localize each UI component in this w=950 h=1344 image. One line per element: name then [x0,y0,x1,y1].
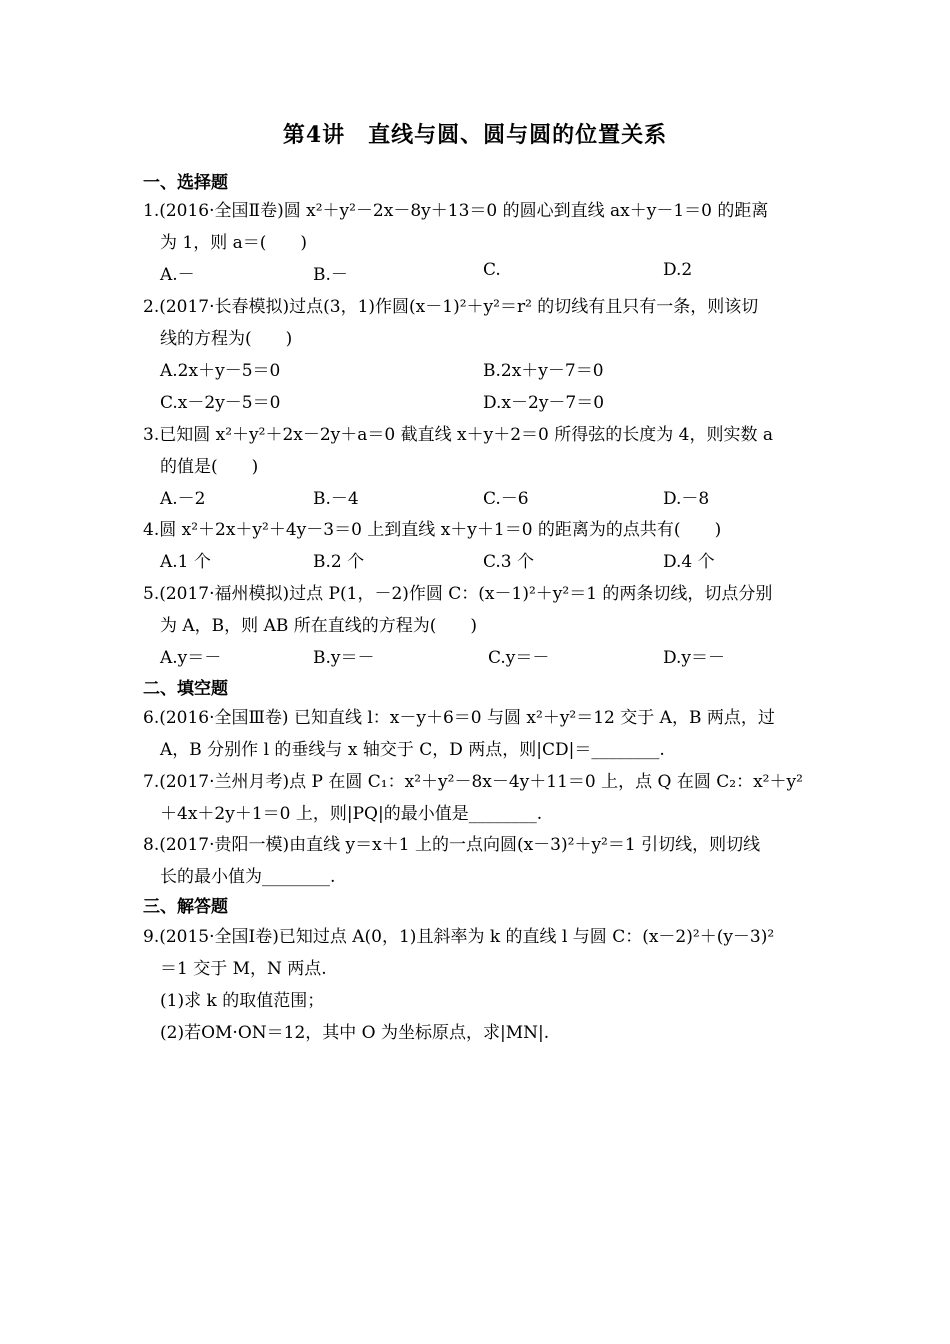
question-4-option-a: A.1 个 [160,552,211,572]
question-9-part-2: (2)若OM·ON＝12，其中 O 为坐标原点，求|MN|. [160,1023,550,1043]
question-5-option-d: D.y＝－ [663,648,726,668]
section-heading-answer: 三、解答题 [143,897,228,917]
question-1-option-d: D.2 [663,260,693,280]
question-6-line-1: 6.(2016·全国Ⅲ卷) 已知直线 l：x－y＋6＝0 与圆 x²＋y²＝12 交于 A，B 两点，过 [143,708,775,728]
question-5-line-2: 为 A，B，则 AB 所在直线的方程为( ) [160,616,478,636]
question-9-part-1: (1)求 k 的取值范围； [160,991,325,1011]
question-3-option-d: D.－8 [663,489,710,509]
section-heading-choice: 一、选择题 [143,173,228,193]
question-7-line-1: 7.(2017·兰州月考)点 P 在圆 C₁：x²＋y²－8x－4y＋11＝0 上，点 Q 在圆 C₂：x²＋y² [143,772,803,792]
question-3-line-1: 3.已知圆 x²＋y²＋2x－2y＋a＝0 截直线 x＋y＋2＝0 所得弦的长度为 4，则实数 a [143,425,774,445]
question-2-option-c: C.x－2y－5＝0 [160,393,281,413]
question-4-option-c: C.3 个 [483,552,535,572]
question-3-option-c: C.－6 [483,489,529,509]
question-1-line-2: 为 1，则 a＝( ) [160,233,308,253]
question-8-line-2: 长的最小值为________. [160,867,336,887]
question-3-option-a: A.－2 [160,489,206,509]
question-8-line-1: 8.(2017·贵阳一模)由直线 y＝x＋1 上的一点向圆(x－3)²＋y²＝1 引切线，则切线 [143,835,761,855]
question-3-line-2: 的值是( ) [160,457,259,477]
question-1-option-b: B.－ [313,265,348,285]
question-2-option-b: B.2x＋y－7＝0 [483,361,604,381]
question-3-option-b: B.－4 [313,489,359,509]
question-4-line-1: 4.圆 x²＋2x＋y²＋4y－3＝0 上到直线 x＋y＋1＝0 的距离为的点共有( ) [143,520,722,540]
question-5-option-a: A.y＝－ [160,648,222,668]
question-7-line-2: ＋4x＋2y＋1＝0 上，则|PQ|的最小值是________. [160,804,543,824]
question-5-line-1: 5.(2017·福州模拟)过点 P(1，－2)作圆 C：(x－1)²＋y²＝1 的两条切线，切点分别 [143,584,773,604]
question-5-option-c: C.y＝－ [488,648,550,668]
question-6-line-2: A，B 分别作 l 的垂线与 x 轴交于 C，D 两点，则|CD|＝________. [160,740,665,760]
question-4-option-b: B.2 个 [313,552,365,572]
question-1-option-c: C. [483,260,501,280]
page-title: 第4讲 直线与圆、圆与圆的位置关系 [282,122,668,148]
question-1-option-a: A.－ [160,265,195,285]
question-2-line-1: 2.(2017·长春模拟)过点(3，1)作圆(x－1)²＋y²＝r² 的切线有且只有一条，则该切 [143,297,759,317]
question-9-line-1: 9.(2015·全国Ⅰ卷)已知过点 A(0，1)且斜率为 k 的直线 l 与圆 C：(x－2)²＋(y－3)² [143,927,775,947]
section-heading-fill-in: 二、填空题 [143,679,228,699]
question-1-line-1: 1.(2016·全国Ⅱ卷)圆 x²＋y²－2x－8y＋13＝0 的圆心到直线 ax＋y－1＝0 的距离 [143,201,769,221]
question-2-option-d: D.x－2y－7＝0 [483,393,605,413]
question-9-line-2: ＝1 交于 M，N 两点. [160,959,327,979]
question-2-option-a: A.2x＋y－5＝0 [160,361,281,381]
question-5-option-b: B.y＝－ [313,648,375,668]
question-4-option-d: D.4 个 [663,552,715,572]
question-2-line-2: 线的方程为( ) [160,329,293,349]
